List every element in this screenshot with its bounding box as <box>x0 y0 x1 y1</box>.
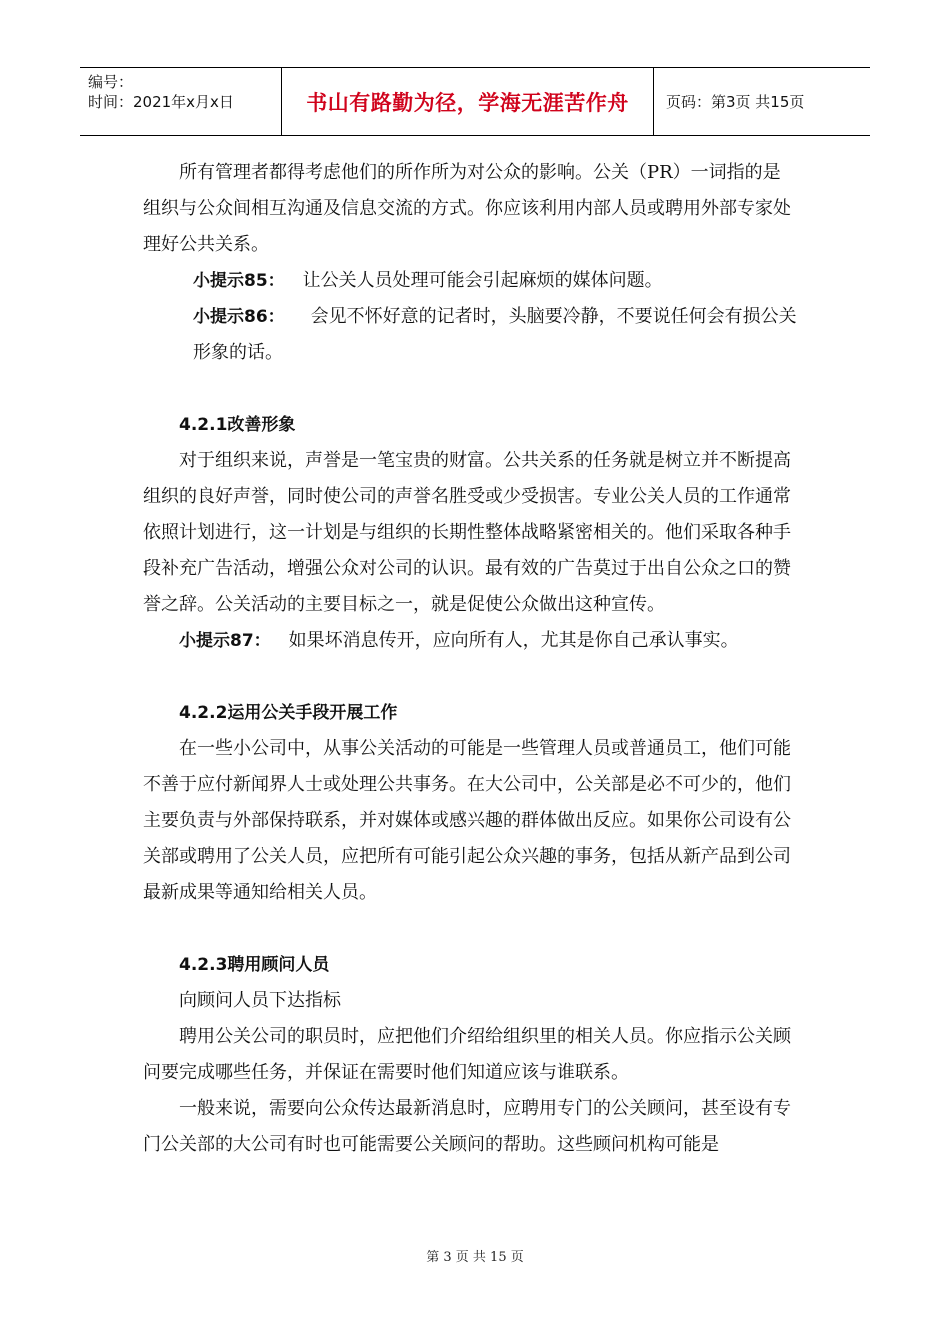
tip-86-label: 小提示86： <box>193 307 285 327</box>
tip-87-text: 如果坏消息传开，应向所有人，尤其是你自己承认事实。 <box>288 630 739 651</box>
section-4-2-3-paragraph-1: 聘用公关公司的职员时，应把他们介绍给组织里的相关人员。你应指示公关顾问要完成哪些任务，并保证在需要时他们知道应该与谁联系。 <box>143 1026 791 1083</box>
section-4-2-1-paragraph: 对于组织来说，声誉是一笔宝贵的财富。公共关系的任务就是树立并不断提高组织的良好声誉，同时使公司的声誉名胜受或少受损害。专业公关人员的工作通常依照计划进行，这一计划是与组织的长期性整体战略紧密相关的。他们采取各种手段补充广告活动，增强公众对公司的认识。最有效的广告莫过于出自公众之口的赞誉之辞。公关活动的主要目标之一，就是促使公众做出这种宣传。 <box>143 450 791 615</box>
tip-87 <box>143 623 798 659</box>
page-footer: 第 3 页 共 15 页 <box>426 1250 524 1265</box>
tip-85-label: 小提示85： <box>193 271 285 291</box>
document-number-label: 编号： <box>88 73 134 91</box>
document-date-label: 时间：2021年x月x日 <box>88 93 234 111</box>
tip-86 <box>143 299 798 371</box>
page-header <box>80 67 870 136</box>
section-4-2-3-heading: 4.2.3聘用顾问人员 <box>179 955 330 975</box>
section-4-2-3-subheading: 向顾问人员下达指标 <box>179 990 341 1011</box>
header-page-info: 页码：第3页 共15页 <box>666 93 805 111</box>
tip-87-label: 小提示87： <box>179 631 271 651</box>
intro-paragraph: 所有管理者都得考虑他们的所作所为对公众的影响。公关（PR）一词指的是组织与公众间相互沟通及信息交流的方式。你应该利用内部人员或聘用外部专家处理好公共关系。 <box>143 162 791 255</box>
section-4-2-2-paragraph: 在一些小公司中，从事公关活动的可能是一些管理人员或普通员工，他们可能不善于应付新闻界人士或处理公共事务。在大公司中，公关部是必不可少的，他们主要负责与外部保持联系，并对媒体或感兴趣的群体做出反应。如果你公司设有公关部或聘用了公关人员，应把所有可能引起公众兴趣的事务，包括从新产品到公司最新成果等通知给相关人员。 <box>143 738 791 903</box>
tip-86-text: 会见不怀好意的记者时，头脑要冷静，不要说任何会有损公关形象的话。 <box>193 306 797 363</box>
section-4-2-3-paragraph-2: 一般来说，需要向公众传达最新消息时，应聘用专门的公关顾问，甚至设有专门公关部的大公司有时也可能需要公关顾问的帮助。这些顾问机构可能是 <box>143 1098 791 1155</box>
header-meta <box>80 68 282 135</box>
tip-85-text: 让公关人员处理可能会引起麻烦的媒体问题。 <box>302 270 663 291</box>
section-4-2-2-heading: 4.2.2运用公关手段开展工作 <box>179 703 398 723</box>
document-body <box>143 155 798 1163</box>
section-4-2-1-heading: 4.2.1改善形象 <box>179 415 296 435</box>
tip-85 <box>143 263 798 299</box>
header-motto: 书山有路勤为径，学海无涯苦作舟 <box>282 68 654 135</box>
